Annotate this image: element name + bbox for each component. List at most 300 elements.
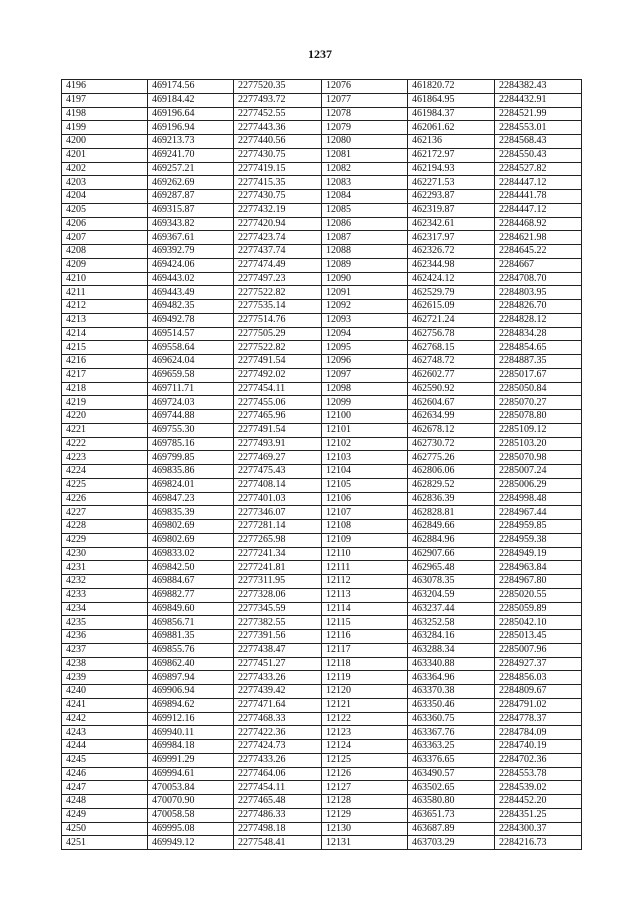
point-number-cell: 12103: [322, 451, 408, 465]
point-number-cell: 12102: [322, 437, 408, 451]
x-coordinate-cell: 462326.72: [408, 245, 495, 259]
point-number-cell: 12097: [322, 368, 408, 382]
table-row: [62, 616, 582, 630]
x-coordinate-cell: 462806.06: [408, 465, 495, 479]
x-coordinate-cell: 463204.59: [408, 588, 495, 602]
y-coordinate-cell: 2277522.82: [234, 286, 322, 300]
point-number-cell: 4214: [62, 327, 148, 341]
point-number-cell: 12109: [322, 533, 408, 547]
x-coordinate-cell: 470058.58: [148, 808, 234, 822]
y-coordinate-cell: 2277493.91: [234, 437, 322, 451]
x-coordinate-cell: 469424.06: [148, 258, 234, 272]
table-row: [62, 561, 582, 575]
table-row: [62, 217, 582, 231]
x-coordinate-cell: 463364.96: [408, 671, 495, 685]
x-coordinate-cell: 462317.97: [408, 231, 495, 245]
y-coordinate-cell: 2277346.07: [234, 506, 322, 520]
x-coordinate-cell: 469835.39: [148, 506, 234, 520]
x-coordinate-cell: 462604.67: [408, 396, 495, 410]
point-number-cell: 4248: [62, 795, 148, 809]
y-coordinate-cell: 2285103.20: [495, 437, 582, 451]
y-coordinate-cell: 2285013.45: [495, 630, 582, 644]
point-number-cell: 12114: [322, 602, 408, 616]
point-number-cell: 12129: [322, 808, 408, 822]
x-coordinate-cell: 469799.85: [148, 451, 234, 465]
point-number-cell: 4230: [62, 547, 148, 561]
point-number-cell: 4249: [62, 808, 148, 822]
y-coordinate-cell: 2284527.82: [495, 162, 582, 176]
table-row: [62, 203, 582, 217]
y-coordinate-cell: 2277433.26: [234, 753, 322, 767]
table-row: [62, 698, 582, 712]
table-row: [62, 520, 582, 534]
table-row: [62, 671, 582, 685]
y-coordinate-cell: 2285109.12: [495, 423, 582, 437]
point-number-cell: 4243: [62, 726, 148, 740]
y-coordinate-cell: 2284959.38: [495, 533, 582, 547]
point-number-cell: 4215: [62, 341, 148, 355]
x-coordinate-cell: 469367.61: [148, 231, 234, 245]
table-row: [62, 630, 582, 644]
y-coordinate-cell: 2284791.02: [495, 698, 582, 712]
x-coordinate-cell: 462730.72: [408, 437, 495, 451]
table-row: [62, 547, 582, 561]
y-coordinate-cell: 2277535.14: [234, 300, 322, 314]
x-coordinate-cell: 463078.35: [408, 575, 495, 589]
x-coordinate-cell: 463350.46: [408, 698, 495, 712]
point-number-cell: 4212: [62, 300, 148, 314]
y-coordinate-cell: 2277382.55: [234, 616, 322, 630]
x-coordinate-cell: 463237.44: [408, 602, 495, 616]
y-coordinate-cell: 2277241.34: [234, 547, 322, 561]
x-coordinate-cell: 469849.60: [148, 602, 234, 616]
x-coordinate-cell: 469862.40: [148, 657, 234, 671]
y-coordinate-cell: 2277455.06: [234, 396, 322, 410]
y-coordinate-cell: 2284447.12: [495, 203, 582, 217]
point-number-cell: 4220: [62, 410, 148, 424]
y-coordinate-cell: 2277465.96: [234, 410, 322, 424]
table-row: [62, 726, 582, 740]
x-coordinate-cell: 462271.53: [408, 176, 495, 190]
x-coordinate-cell: 462829.52: [408, 478, 495, 492]
point-number-cell: 12094: [322, 327, 408, 341]
y-coordinate-cell: 2277505.29: [234, 327, 322, 341]
x-coordinate-cell: 463284.16: [408, 630, 495, 644]
point-number-cell: 12088: [322, 245, 408, 259]
y-coordinate-cell: 2277465.48: [234, 795, 322, 809]
x-coordinate-cell: 469824.01: [148, 478, 234, 492]
y-coordinate-cell: 2277433.26: [234, 671, 322, 685]
y-coordinate-cell: 2277468.33: [234, 712, 322, 726]
y-coordinate-cell: 2285070.98: [495, 451, 582, 465]
x-coordinate-cell: 469884.67: [148, 575, 234, 589]
table-row: [62, 231, 582, 245]
y-coordinate-cell: 2284441.78: [495, 190, 582, 204]
table-row: [62, 355, 582, 369]
point-number-cell: 4221: [62, 423, 148, 437]
x-coordinate-cell: 469940.11: [148, 726, 234, 740]
y-coordinate-cell: 2284702.36: [495, 753, 582, 767]
point-number-cell: 4244: [62, 740, 148, 754]
point-number-cell: 4205: [62, 203, 148, 217]
point-number-cell: 4234: [62, 602, 148, 616]
coordinates-table: [61, 79, 582, 850]
x-coordinate-cell: 462172.97: [408, 148, 495, 162]
y-coordinate-cell: 2277471.64: [234, 698, 322, 712]
y-coordinate-cell: 2284468.92: [495, 217, 582, 231]
table-row: [62, 836, 582, 850]
y-coordinate-cell: 2284553.78: [495, 767, 582, 781]
point-number-cell: 12118: [322, 657, 408, 671]
point-number-cell: 12113: [322, 588, 408, 602]
point-number-cell: 4196: [62, 80, 148, 94]
y-coordinate-cell: 2277520.35: [234, 80, 322, 94]
point-number-cell: 4240: [62, 685, 148, 699]
y-coordinate-cell: 2277430.75: [234, 148, 322, 162]
table-row: [62, 740, 582, 754]
point-number-cell: 12084: [322, 190, 408, 204]
point-number-cell: 12131: [322, 836, 408, 850]
y-coordinate-cell: 2277440.56: [234, 135, 322, 149]
x-coordinate-cell: 461984.37: [408, 107, 495, 121]
y-coordinate-cell: 2277345.59: [234, 602, 322, 616]
table-row: [62, 781, 582, 795]
point-number-cell: 4206: [62, 217, 148, 231]
y-coordinate-cell: 2277437.74: [234, 245, 322, 259]
y-coordinate-cell: 2284856.03: [495, 671, 582, 685]
x-coordinate-cell: 463363.25: [408, 740, 495, 754]
point-number-cell: 12076: [322, 80, 408, 94]
point-number-cell: 4224: [62, 465, 148, 479]
x-coordinate-cell: 469882.77: [148, 588, 234, 602]
y-coordinate-cell: 2285042.10: [495, 616, 582, 630]
y-coordinate-cell: 2277497.23: [234, 272, 322, 286]
point-number-cell: 4198: [62, 107, 148, 121]
x-coordinate-cell: 462342.61: [408, 217, 495, 231]
y-coordinate-cell: 2285078.80: [495, 410, 582, 424]
x-coordinate-cell: 462884.96: [408, 533, 495, 547]
y-coordinate-cell: 2277311.95: [234, 575, 322, 589]
point-number-cell: 4199: [62, 121, 148, 135]
y-coordinate-cell: 2285017.67: [495, 368, 582, 382]
point-number-cell: 4209: [62, 258, 148, 272]
table-row: [62, 327, 582, 341]
y-coordinate-cell: 2284949.19: [495, 547, 582, 561]
x-coordinate-cell: 469984.18: [148, 740, 234, 754]
x-coordinate-cell: 462319.87: [408, 203, 495, 217]
table-row: [62, 258, 582, 272]
point-number-cell: 12107: [322, 506, 408, 520]
point-number-cell: 4210: [62, 272, 148, 286]
x-coordinate-cell: 469802.69: [148, 520, 234, 534]
y-coordinate-cell: 2284967.44: [495, 506, 582, 520]
x-coordinate-cell: 462529.79: [408, 286, 495, 300]
point-number-cell: 12093: [322, 313, 408, 327]
y-coordinate-cell: 2284809.67: [495, 685, 582, 699]
table-row: [62, 286, 582, 300]
x-coordinate-cell: 462721.24: [408, 313, 495, 327]
table-row: [62, 478, 582, 492]
point-number-cell: 4207: [62, 231, 148, 245]
table-row: [62, 506, 582, 520]
y-coordinate-cell: 2277423.74: [234, 231, 322, 245]
y-coordinate-cell: 2284432.91: [495, 93, 582, 107]
table-row: [62, 643, 582, 657]
y-coordinate-cell: 2284887.35: [495, 355, 582, 369]
y-coordinate-cell: 2284645.22: [495, 245, 582, 259]
table-row: [62, 148, 582, 162]
x-coordinate-cell: 469835.86: [148, 465, 234, 479]
x-coordinate-cell: 469196.94: [148, 121, 234, 135]
table-row: [62, 300, 582, 314]
y-coordinate-cell: 2277493.72: [234, 93, 322, 107]
point-number-cell: 12098: [322, 382, 408, 396]
point-number-cell: 12104: [322, 465, 408, 479]
point-number-cell: 12082: [322, 162, 408, 176]
y-coordinate-cell: 2285007.96: [495, 643, 582, 657]
point-number-cell: 4202: [62, 162, 148, 176]
x-coordinate-cell: 463252.58: [408, 616, 495, 630]
x-coordinate-cell: 469881.35: [148, 630, 234, 644]
y-coordinate-cell: 2277454.11: [234, 781, 322, 795]
y-coordinate-cell: 2284667: [495, 258, 582, 272]
table-row: [62, 190, 582, 204]
point-number-cell: 12095: [322, 341, 408, 355]
point-number-cell: 4233: [62, 588, 148, 602]
y-coordinate-cell: 2284784.09: [495, 726, 582, 740]
x-coordinate-cell: 462907.66: [408, 547, 495, 561]
point-number-cell: 12127: [322, 781, 408, 795]
x-coordinate-cell: 470070.90: [148, 795, 234, 809]
table-row: [62, 712, 582, 726]
x-coordinate-cell: 461820.72: [408, 80, 495, 94]
point-number-cell: 12096: [322, 355, 408, 369]
x-coordinate-cell: 462061.62: [408, 121, 495, 135]
x-coordinate-cell: 469287.87: [148, 190, 234, 204]
y-coordinate-cell: 2284568.43: [495, 135, 582, 149]
y-coordinate-cell: 2284300.37: [495, 822, 582, 836]
x-coordinate-cell: 469343.82: [148, 217, 234, 231]
x-coordinate-cell: 462836.39: [408, 492, 495, 506]
y-coordinate-cell: 2284828.12: [495, 313, 582, 327]
y-coordinate-cell: 2284834.28: [495, 327, 582, 341]
point-number-cell: 12090: [322, 272, 408, 286]
y-coordinate-cell: 2277415.35: [234, 176, 322, 190]
y-coordinate-cell: 2277498.18: [234, 822, 322, 836]
table-row: [62, 465, 582, 479]
point-number-cell: 12077: [322, 93, 408, 107]
table-row: [62, 602, 582, 616]
x-coordinate-cell: 469257.21: [148, 162, 234, 176]
table-row: [62, 93, 582, 107]
y-coordinate-cell: 2285006.29: [495, 478, 582, 492]
x-coordinate-cell: 469514.57: [148, 327, 234, 341]
point-number-cell: 12121: [322, 698, 408, 712]
point-number-cell: 4226: [62, 492, 148, 506]
y-coordinate-cell: 2277443.36: [234, 121, 322, 135]
point-number-cell: 12086: [322, 217, 408, 231]
y-coordinate-cell: 2277281.14: [234, 520, 322, 534]
x-coordinate-cell: 462136: [408, 135, 495, 149]
y-coordinate-cell: 2284621.98: [495, 231, 582, 245]
x-coordinate-cell: 469711.71: [148, 382, 234, 396]
point-number-cell: 4231: [62, 561, 148, 575]
point-number-cell: 12087: [322, 231, 408, 245]
table-row: [62, 588, 582, 602]
point-number-cell: 4197: [62, 93, 148, 107]
y-coordinate-cell: 2277491.54: [234, 355, 322, 369]
x-coordinate-cell: 469856.71: [148, 616, 234, 630]
y-coordinate-cell: 2277548.41: [234, 836, 322, 850]
point-number-cell: 4235: [62, 616, 148, 630]
y-coordinate-cell: 2284351.25: [495, 808, 582, 822]
x-coordinate-cell: 469558.64: [148, 341, 234, 355]
point-number-cell: 4229: [62, 533, 148, 547]
point-number-cell: 4225: [62, 478, 148, 492]
point-number-cell: 12117: [322, 643, 408, 657]
x-coordinate-cell: 463376.65: [408, 753, 495, 767]
table-row: [62, 176, 582, 190]
x-coordinate-cell: 469492.78: [148, 313, 234, 327]
x-coordinate-cell: 469991.29: [148, 753, 234, 767]
table-row: [62, 396, 582, 410]
point-number-cell: 4213: [62, 313, 148, 327]
x-coordinate-cell: 462424.12: [408, 272, 495, 286]
y-coordinate-cell: 2277419.15: [234, 162, 322, 176]
x-coordinate-cell: 461864.95: [408, 93, 495, 107]
y-coordinate-cell: 2277454.11: [234, 382, 322, 396]
x-coordinate-cell: 469995.08: [148, 822, 234, 836]
y-coordinate-cell: 2277328.06: [234, 588, 322, 602]
x-coordinate-cell: 469994.61: [148, 767, 234, 781]
y-coordinate-cell: 2284708.70: [495, 272, 582, 286]
x-coordinate-cell: 470053.84: [148, 781, 234, 795]
x-coordinate-cell: 469624.04: [148, 355, 234, 369]
table-body: [62, 80, 582, 850]
point-number-cell: 4227: [62, 506, 148, 520]
x-coordinate-cell: 469443.02: [148, 272, 234, 286]
y-coordinate-cell: 2277452.55: [234, 107, 322, 121]
x-coordinate-cell: 469724.03: [148, 396, 234, 410]
point-number-cell: 12110: [322, 547, 408, 561]
x-coordinate-cell: 463580.80: [408, 795, 495, 809]
point-number-cell: 4232: [62, 575, 148, 589]
y-coordinate-cell: 2277408.14: [234, 478, 322, 492]
y-coordinate-cell: 2285007.24: [495, 465, 582, 479]
x-coordinate-cell: 462775.26: [408, 451, 495, 465]
point-number-cell: 4216: [62, 355, 148, 369]
y-coordinate-cell: 2277430.75: [234, 190, 322, 204]
table-row: [62, 162, 582, 176]
point-number-cell: 12111: [322, 561, 408, 575]
point-number-cell: 4238: [62, 657, 148, 671]
y-coordinate-cell: 2277475.43: [234, 465, 322, 479]
point-number-cell: 4203: [62, 176, 148, 190]
point-number-cell: 4251: [62, 836, 148, 850]
table-row: [62, 767, 582, 781]
x-coordinate-cell: 469213.73: [148, 135, 234, 149]
y-coordinate-cell: 2284452.20: [495, 795, 582, 809]
point-number-cell: 4236: [62, 630, 148, 644]
page-number: 1237: [308, 47, 332, 61]
y-coordinate-cell: 2277464.06: [234, 767, 322, 781]
x-coordinate-cell: 469847.23: [148, 492, 234, 506]
point-number-cell: 12100: [322, 410, 408, 424]
table-row: [62, 135, 582, 149]
y-coordinate-cell: 2285020.55: [495, 588, 582, 602]
point-number-cell: 12105: [322, 478, 408, 492]
point-number-cell: 12130: [322, 822, 408, 836]
table-row: [62, 437, 582, 451]
y-coordinate-cell: 2284967.80: [495, 575, 582, 589]
y-coordinate-cell: 2284382.43: [495, 80, 582, 94]
table-row: [62, 410, 582, 424]
x-coordinate-cell: 462748.72: [408, 355, 495, 369]
y-coordinate-cell: 2284553.01: [495, 121, 582, 135]
y-coordinate-cell: 2277420.94: [234, 217, 322, 231]
y-coordinate-cell: 2284803.95: [495, 286, 582, 300]
point-number-cell: 12091: [322, 286, 408, 300]
x-coordinate-cell: 469174.56: [148, 80, 234, 94]
point-number-cell: 12122: [322, 712, 408, 726]
y-coordinate-cell: 2277265.98: [234, 533, 322, 547]
y-coordinate-cell: 2277422.36: [234, 726, 322, 740]
table-row: [62, 382, 582, 396]
y-coordinate-cell: 2277401.03: [234, 492, 322, 506]
x-coordinate-cell: 469906.94: [148, 685, 234, 699]
table-row: [62, 657, 582, 671]
x-coordinate-cell: 469392.79: [148, 245, 234, 259]
x-coordinate-cell: 463360.75: [408, 712, 495, 726]
point-number-cell: 4245: [62, 753, 148, 767]
table-row: [62, 423, 582, 437]
x-coordinate-cell: 463703.29: [408, 836, 495, 850]
y-coordinate-cell: 2284539.02: [495, 781, 582, 795]
x-coordinate-cell: 469184.42: [148, 93, 234, 107]
x-coordinate-cell: 462293.87: [408, 190, 495, 204]
table-row: [62, 795, 582, 809]
x-coordinate-cell: 463651.73: [408, 808, 495, 822]
table-row: [62, 753, 582, 767]
point-number-cell: 4201: [62, 148, 148, 162]
point-number-cell: 12083: [322, 176, 408, 190]
x-coordinate-cell: 462615.09: [408, 300, 495, 314]
x-coordinate-cell: 463490.57: [408, 767, 495, 781]
x-coordinate-cell: 469262.69: [148, 176, 234, 190]
y-coordinate-cell: 2277514.76: [234, 313, 322, 327]
point-number-cell: 4222: [62, 437, 148, 451]
point-number-cell: 12123: [322, 726, 408, 740]
point-number-cell: 12112: [322, 575, 408, 589]
x-coordinate-cell: 462634.99: [408, 410, 495, 424]
x-coordinate-cell: 469855.76: [148, 643, 234, 657]
x-coordinate-cell: 463340.88: [408, 657, 495, 671]
x-coordinate-cell: 462194.93: [408, 162, 495, 176]
point-number-cell: 12089: [322, 258, 408, 272]
x-coordinate-cell: 462678.12: [408, 423, 495, 437]
x-coordinate-cell: 463288.34: [408, 643, 495, 657]
x-coordinate-cell: 462602.77: [408, 368, 495, 382]
point-number-cell: 12078: [322, 107, 408, 121]
y-coordinate-cell: 2277492.02: [234, 368, 322, 382]
y-coordinate-cell: 2277491.54: [234, 423, 322, 437]
y-coordinate-cell: 2277486.33: [234, 808, 322, 822]
x-coordinate-cell: 469659.58: [148, 368, 234, 382]
y-coordinate-cell: 2277474.49: [234, 258, 322, 272]
x-coordinate-cell: 462768.15: [408, 341, 495, 355]
x-coordinate-cell: 469842.50: [148, 561, 234, 575]
x-coordinate-cell: 469802.69: [148, 533, 234, 547]
